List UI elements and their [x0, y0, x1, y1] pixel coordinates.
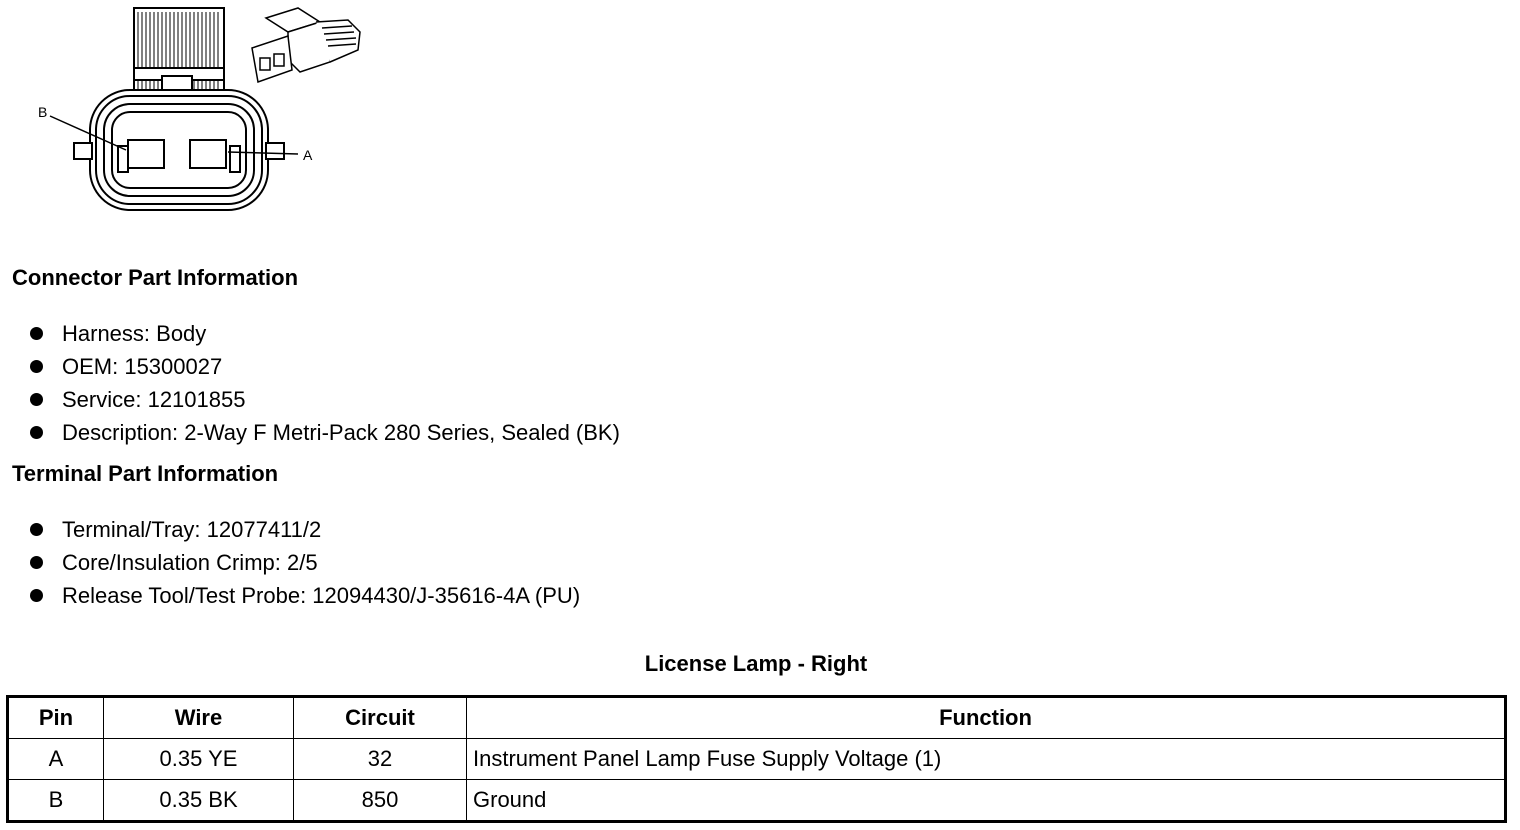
list-item [30, 546, 580, 579]
cell-circuit: 32 [294, 739, 467, 780]
bullet-icon [30, 360, 43, 373]
list-item-text: Description: 2-Way F Metri-Pack 280 Series, Sealed (BK) [62, 420, 620, 445]
cell-circuit: 850 [294, 780, 467, 822]
terminal-info-list [30, 513, 580, 612]
list-item-text: OEM: 15300027 [62, 354, 223, 379]
header-wire: Wire [104, 697, 294, 739]
list-item [30, 383, 620, 416]
list-item-text: Harness: Body [62, 321, 207, 346]
cell-function: Instrument Panel Lamp Fuse Supply Voltage (1) [467, 739, 1506, 780]
cell-pin: A [8, 739, 104, 780]
table-header-row [8, 697, 1506, 739]
list-item [30, 416, 620, 449]
terminal-info-title: Terminal Part Information [12, 461, 279, 486]
table-row [8, 739, 1506, 780]
connector-info-title: Connector Part Information [12, 265, 299, 290]
header-circuit: Circuit [294, 697, 467, 739]
bullet-icon [30, 556, 43, 569]
pinout-table [6, 695, 1507, 823]
bullet-icon [30, 426, 43, 439]
cell-wire: 0.35 YE [104, 739, 294, 780]
list-item-text: Core/Insulation Crimp: 2/5 [62, 550, 318, 575]
bullet-icon [30, 327, 43, 340]
table-title: License Lamp - Right [644, 651, 868, 676]
connector-info-list [30, 317, 620, 449]
connector-diagram [30, 0, 370, 220]
pin-label-a: A [303, 147, 313, 163]
bullet-icon [30, 589, 43, 602]
cell-pin: B [8, 780, 104, 822]
header-pin: Pin [8, 697, 104, 739]
list-item-text: Release Tool/Test Probe: 12094430/J-35616-4A (PU) [62, 583, 581, 608]
bullet-icon [30, 523, 43, 536]
list-item [30, 317, 620, 350]
pin-label-b: B [38, 104, 48, 120]
list-item [30, 350, 620, 383]
list-item-text: Terminal/Tray: 12077411/2 [62, 517, 322, 542]
cell-wire: 0.35 BK [104, 780, 294, 822]
list-item-text: Service: 12101855 [62, 387, 246, 412]
bullet-icon [30, 393, 43, 406]
cell-function: Ground [467, 780, 1506, 822]
list-item [30, 513, 580, 546]
table-row [8, 780, 1506, 822]
header-function: Function [467, 697, 1506, 739]
list-item [30, 579, 580, 612]
